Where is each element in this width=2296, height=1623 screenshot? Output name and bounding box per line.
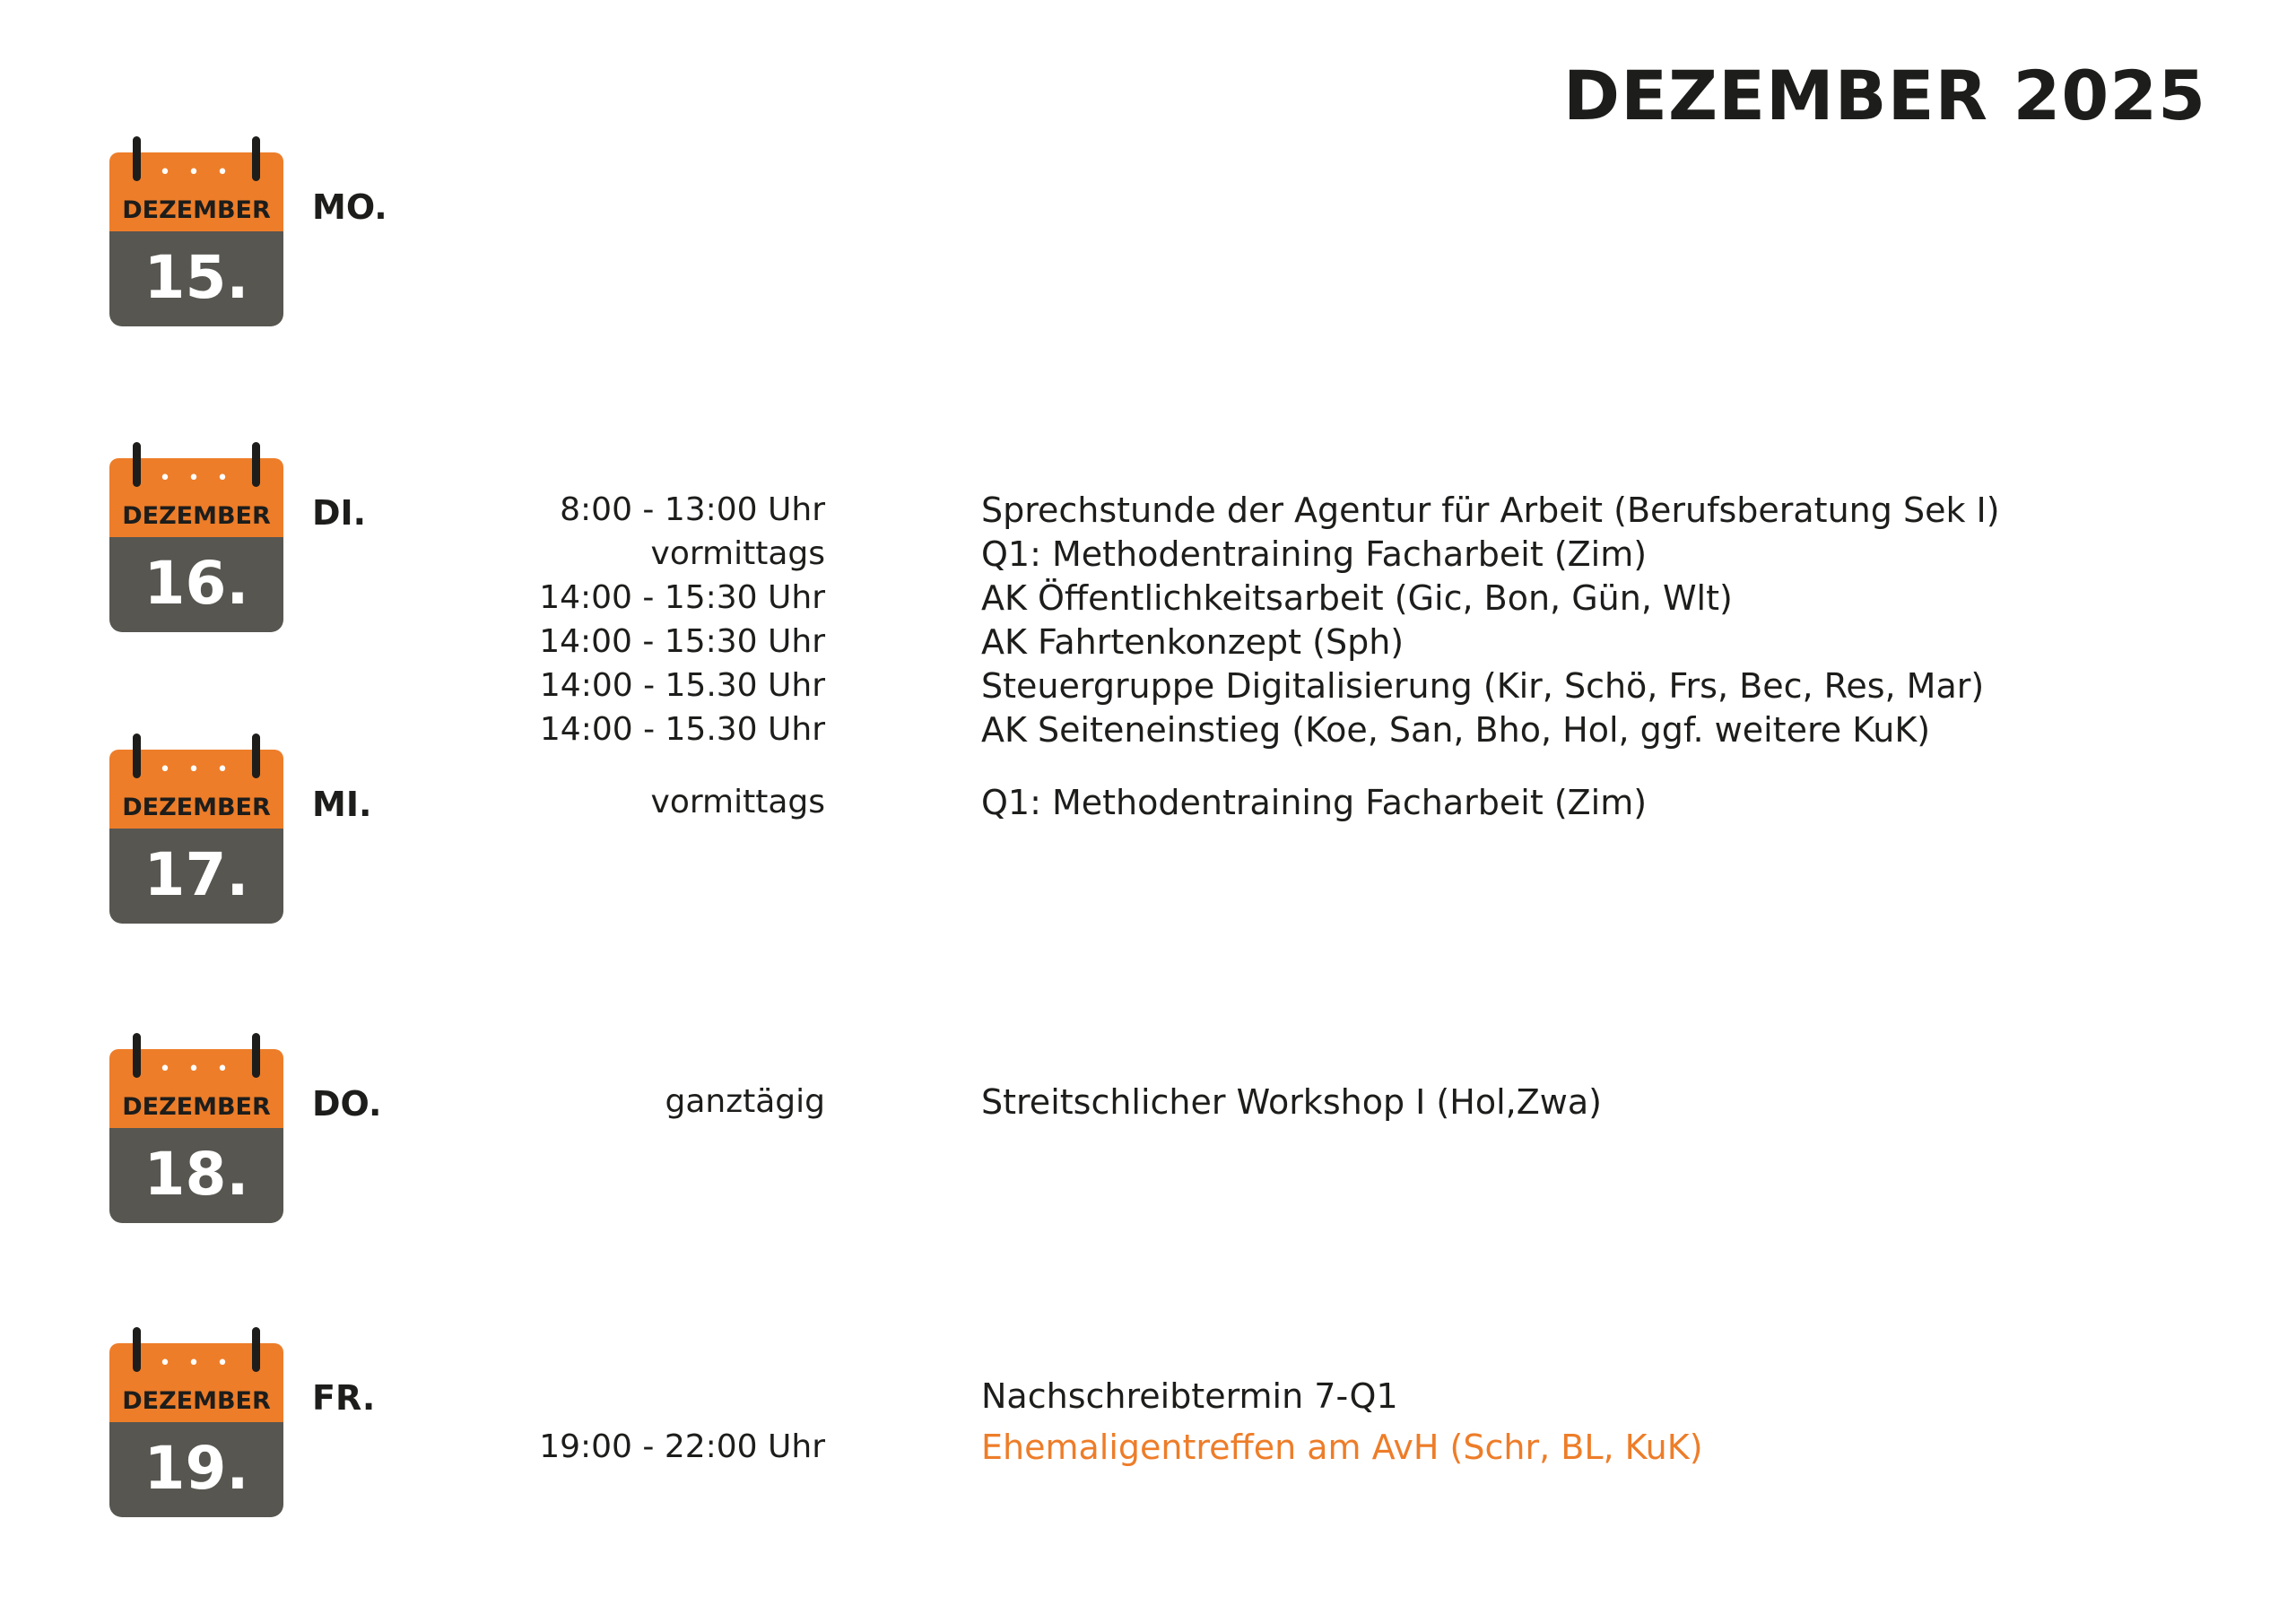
calendar-ring-icon	[252, 1327, 260, 1372]
calendar-ring-icon	[133, 442, 141, 487]
event-title: Steuergruppe Digitalisierung (Kir, Schö, Frs, Bec, Res, Mar)	[981, 666, 1985, 706]
event-time: 14:00 - 15:30 Uhr	[539, 579, 825, 616]
calendar-day-number: 17.	[144, 840, 249, 909]
calendar-body	[109, 1128, 283, 1223]
event-row	[0, 1427, 2296, 1468]
event-row	[0, 782, 2296, 823]
calendar-ring-icon	[252, 442, 260, 487]
weekday-label: DI.	[312, 493, 367, 533]
event-row	[0, 1376, 2296, 1417]
weekday-label: MO.	[312, 187, 387, 227]
event-title: Q1: Methodentraining Facharbeit (Zim)	[981, 534, 1648, 574]
event-time: 14:00 - 15:30 Uhr	[539, 623, 825, 660]
event-time: 19:00 - 22:00 Uhr	[539, 1428, 825, 1465]
event-time: vormittags	[650, 784, 825, 820]
page-title: DEZEMBER 2025	[1562, 56, 2206, 135]
calendar-dots-icon: • • •	[159, 1058, 234, 1081]
calendar-ring-icon	[133, 1327, 141, 1372]
event-row	[0, 665, 2296, 707]
calendar-body	[109, 231, 283, 326]
calendar-month: DEZEMBER	[122, 1093, 271, 1121]
calendar-icon	[109, 1327, 283, 1517]
calendar-day-number: 16.	[144, 549, 249, 618]
calendar-ring-icon	[133, 136, 141, 181]
event-time: vormittags	[650, 535, 825, 572]
calendar-ring-icon	[252, 733, 260, 778]
calendar-day-number: 19.	[144, 1434, 249, 1503]
weekday-label: DO.	[312, 1084, 382, 1124]
calendar-day-number: 15.	[144, 243, 249, 312]
calendar-month: DEZEMBER	[122, 1387, 271, 1415]
calendar-day-number: 18.	[144, 1140, 249, 1209]
event-time: 14:00 - 15.30 Uhr	[539, 667, 825, 704]
calendar-ring-icon	[133, 733, 141, 778]
event-time: 8:00 - 13:00 Uhr	[560, 491, 825, 528]
event-row	[0, 709, 2296, 751]
calendar-month: DEZEMBER	[122, 502, 271, 530]
event-title: Sprechstunde der Agentur für Arbeit (Berufsberatung Sek I)	[981, 490, 2000, 530]
calendar-dots-icon: • • •	[159, 467, 234, 490]
calendar-dots-icon: • • •	[159, 161, 234, 184]
calendar-ring-icon	[252, 136, 260, 181]
event-row	[0, 1081, 2296, 1123]
event-title: AK Öffentlichkeitsarbeit (Gic, Bon, Gün, Wlt)	[981, 578, 1733, 618]
event-time: 14:00 - 15.30 Uhr	[539, 711, 825, 748]
event-title-highlighted: Ehemaligentreffen am AvH (Schr, BL, KuK)	[981, 1428, 1703, 1467]
event-row	[0, 621, 2296, 663]
event-row	[0, 490, 2296, 531]
calendar-month: DEZEMBER	[122, 794, 271, 821]
event-title: AK Fahrtenkonzept (Sph)	[981, 622, 1405, 662]
event-title: Nachschreibtermin 7-Q1	[981, 1376, 1398, 1416]
calendar-icon	[109, 733, 283, 924]
calendar-dots-icon: • • •	[159, 759, 234, 781]
calendar-ring-icon	[133, 1033, 141, 1078]
weekday-label: FR.	[312, 1378, 376, 1418]
weekday-label: MI.	[312, 785, 372, 824]
calendar-icon	[109, 136, 283, 326]
calendar-body	[109, 829, 283, 924]
calendar-icon	[109, 1033, 283, 1223]
calendar-month: DEZEMBER	[122, 196, 271, 224]
event-title: Streitschlicher Workshop I (Hol,Zwa)	[981, 1082, 1602, 1122]
calendar-ring-icon	[252, 1033, 260, 1078]
event-title: Q1: Methodentraining Facharbeit (Zim)	[981, 783, 1648, 822]
event-title: AK Seiteneinstieg (Koe, San, Bho, Hol, ggf. weitere KuK)	[981, 710, 1931, 750]
event-row	[0, 534, 2296, 575]
event-time: ganztägig	[665, 1083, 825, 1120]
calendar-dots-icon: • • •	[159, 1352, 234, 1375]
event-row	[0, 577, 2296, 619]
